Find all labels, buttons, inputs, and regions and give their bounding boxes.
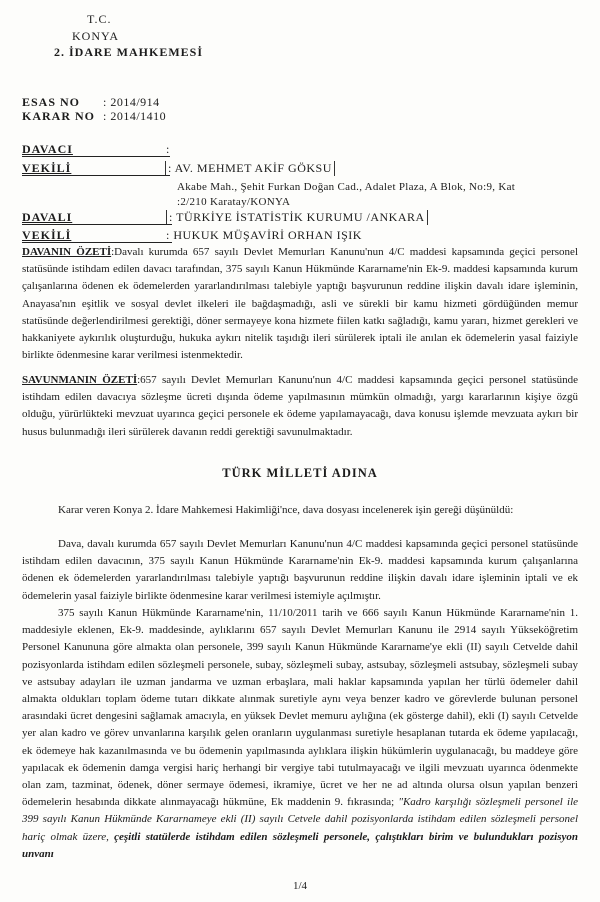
vekili-name: : AV. MEHMET AKİF GÖKSU: [165, 161, 335, 176]
vekili-address-line2: :2/210 Karatay/KONYA: [177, 196, 291, 208]
section-title: TÜRK MİLLETİ ADINA: [222, 466, 378, 480]
body-quote-italic: "Kadro karşılığı sözleşmeli personel ile 399 sayılı Kanun Hükmünde Kararnameye ekli (II) sayılı Cetvele dahil pozisyonlarda istihdam edilen sözleşmeli personel hariç olmak üzere,: [22, 796, 579, 843]
vekili2-value: : HUKUK MÜŞAVİRİ ORHAN IŞIK: [166, 228, 362, 242]
header-court: 2. İDARE MAHKEMESİ: [54, 45, 204, 59]
karar-value: : 2014/1410: [103, 109, 167, 123]
vekili-label: VEKİLİ: [22, 161, 72, 175]
savunma-paragraph: [22, 372, 578, 441]
davali-underline: [22, 224, 172, 225]
ozet-text: :Davalı kurumda 657 sayılı Devlet Memurları Kanunu'nun 4/C maddesi kapsamında geçici personel statüsünde istihdam edilen davacı tarafından, 375 sayılı Kanun Hükmünde Kararname'nin Ek-9. maddesi kapsamında kurum çalışanlarına ödenen ek ödemelerden yararlandırılması talebiyle yaptığı başvurunun reddine ilişkin davalı idare işleminin, Anayasa'nın eşitlik ve sosyal devlet ilkeleri ile bağdaşmadığı, asli ve sürekli bir kamu hizmeti gördüğünden memur statüsünde değerlendirilmesi gerektiği, döner sermayeye kona hizmete fiilen katkı sağladığı, kamu yararı, hizmet gerekleri ve hakkaniyete aykırılık oluşturduğu, hukuka aykırı nitelik taşıdığı ileri sürülerek iptali ile anılan ek ödemelerin yasal faiziyle birlikte ödenmesine karar verilmesi istenmektedir.: [22, 246, 578, 362]
davaci-label: DAVACI: [22, 142, 73, 156]
vekili-address-line1: Akabe Mah., Şehit Furkan Doğan Cad., Adalet Plaza, A Blok, No:9, Kat: [177, 181, 516, 193]
body-paragraph-3: [22, 605, 578, 863]
vekili2-underline: [22, 242, 172, 243]
savunma-label: SAVUNMANIN ÖZETİ: [22, 374, 138, 386]
header-tc: T.C.: [87, 12, 112, 26]
davaci-sep: :: [166, 142, 170, 156]
body-quote-bold: çeşitli statülerde istihdam edilen sözleşmeli personele, çalıştıkları birim ve bulundukları pozisyon unvanı: [22, 830, 578, 860]
ozet-label: DAVANIN ÖZETİ: [22, 246, 112, 258]
vekili2-label: VEKİLİ: [22, 228, 72, 242]
header-city: KONYA: [72, 29, 119, 43]
davaci-underline: [22, 156, 170, 157]
savunma-text: :657 sayılı Devlet Memurları Kanunu'nun 4/C maddesi kapsamında geçici personel statüsünde istihdam edilen davacıya sözleşme ücreti dışında ödeme yapılmasının mümkün olmadığı, yargı kararlarının kişiye özgü olduğu, yürürlükteki mevzuat uyarınca geçici personele ek ödeme yapılamayacağı, dava konusu işlemde mevzuata aykırı bir husus bulunmadığı ileri sürülerek davanın reddi gerektiği savunulmaktadır.: [22, 374, 578, 438]
esas-label: ESAS NO: [22, 95, 81, 109]
page-number: 1/4: [292, 880, 308, 892]
karar-label: KARAR NO: [22, 109, 95, 123]
ozet-paragraph: [22, 244, 578, 364]
davali-value: : TÜRKİYE İSTATİSTİK KURUMU /ANKARA: [166, 210, 428, 225]
vekili-underline: [22, 175, 170, 176]
esas-value: : 2014/914: [103, 95, 160, 109]
davali-label: DAVALI: [22, 210, 73, 224]
body-paragraph-2: Dava, davalı kurumda 657 sayılı Devlet Memurları Kanunu'nun 4/C maddesi kapsamında geçici personel statüsünde istihdam edilen davacının, 375 sayılı Kanun Hükmünde Kararname'nin Ek-9. maddesi kapsamında kurum çalışanlarına ödenen ek ödemelerden yararlandırılması talebiyle yaptığı başvurunun reddine ilişkin davalı idare işleminin iptali ve ek ödemelerin yasal faiziyle birlikte ödenmesine karar verilmesi istemiyle açılmıştır.: [22, 538, 578, 602]
body-paragraph-1: Karar veren Konya 2. İdare Mahkemesi Hakimliği'nce, dava dosyası incelenerek işin gereği düşünüldü:: [58, 504, 514, 516]
body-paragraph-3-text: 375 sayılı Kanun Hükmünde Kararname'nin, 11/10/2011 tarih ve 666 sayılı Kanun Hükmünde Kararname'nin 1. maddesiyle eklenen, Ek-9. maddesinde, aylıklarını 657 sayılı Devlet Memurları Kanunu ile 2914 sayılı Yükseköğretim Personel Kanununa göre almakta olan personele, 399 sayılı Kanun Hükmünde Kararname'ye ekli (II) sayılı Cetvelde dahil pozisyonlarda istihdam edilen sözleşmeli personele, subay, sözleşmeli subay, astsubay, sözleşmeli astsubay, sözleşmeli subay ve astsubay adayları ile uzman jandarma ve uzman erbaşlara, mali haklar kapsamında yapılan her türlü ödemeler dahil almakta oldukları toplam ödeme tutarı dikkate alınmak suretiyle aynı veya benzer kadro ve görevlerde bulunan personel arasındaki ücret dengesini sağlamak amacıyla, en yüksek Devlet memuru aylığına (ek gösterge dahil), ekli (I) sayılı Cetvelde yer alan kadro ve görev unvanlarına karşılık gelen oranların uygulanması suretiyle hesaplanan tutarda ek ödeme yapılacağı, ek ödemeye hak kazanılmasında ve bu ödemenin yapılmasında aylıklara ilişkin hükümlerin uygulanacağı, bu maddeye göre yapılacak ek ödemenin damga vergisi hariç herhangi bir vergiye tabi tutulmayacağı ve ilgili mevzuatı uyarınca ödenmekte olan zam, tazminat, ödenek, döner sermaye ödemesi, ikramiye, ücret ve her ne ad altında olursa olsun yapılan benzeri ödemelerin hesabında dikkate alınmayacağı hükmüne, Ek maddenin 9. fıkrasında;: [22, 607, 578, 809]
